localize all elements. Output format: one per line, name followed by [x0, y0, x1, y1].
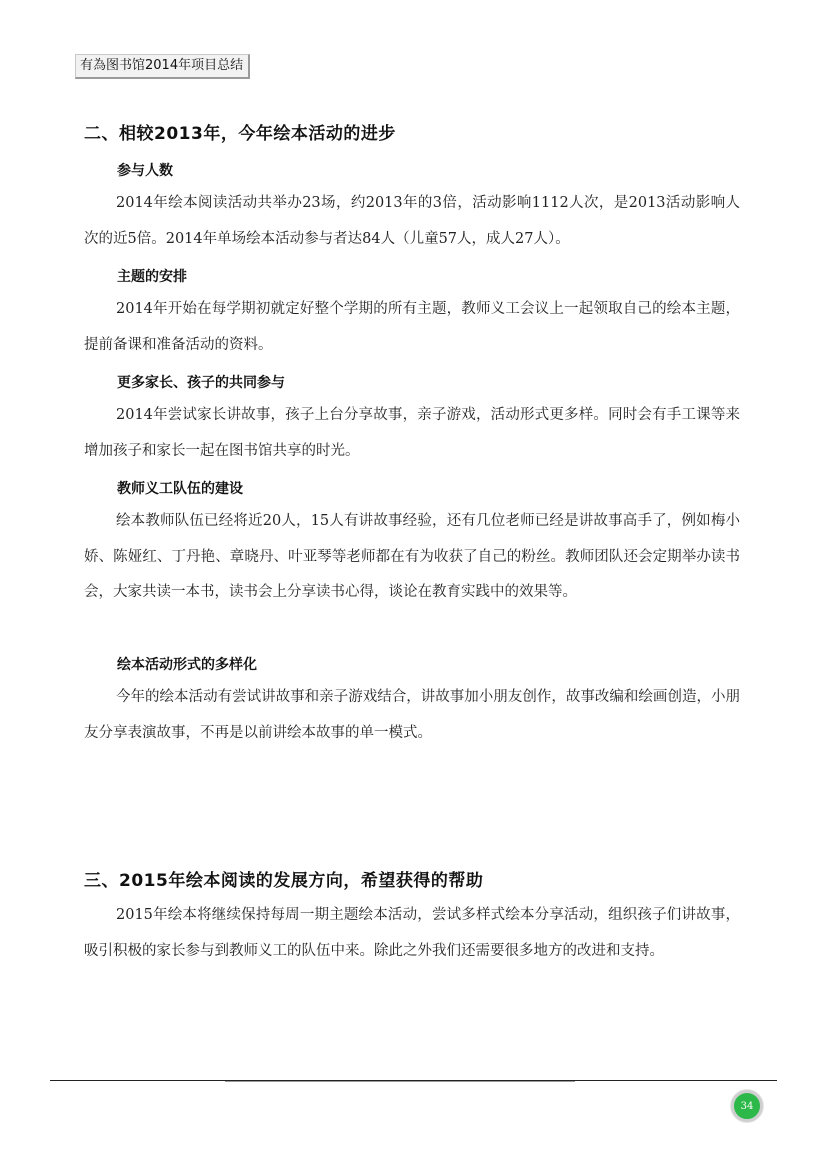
footer-divider-shadow — [225, 1081, 575, 1082]
subsection-heading-themes: 主题的安排 — [117, 269, 187, 285]
paragraph-parent-participation: 2014年尝试家长讲故事，孩子上台分享故事，亲子游戏，活动形式更多样。同时会有手工课等来增加孩子和家长一起在图书馆共享的时光。 — [84, 407, 740, 459]
page-number-badge — [731, 1090, 763, 1122]
document-header-tab: 有為图书馆2014年项目总结 — [75, 54, 250, 79]
subsection-heading-activity-formats: 绘本活动形式的多样化 — [117, 657, 257, 673]
subsection-heading-volunteer-team: 教师义工队伍的建设 — [117, 481, 243, 497]
paragraph-2015-direction: 2015年绘本将继续保持每周一期主题绘本活动，尝试多样式绘本分享活动，组织孩子们讲故事，吸引积极的家长参与到教师义工的队伍中来。除此之外我们还需要很多地方的改进和支持。 — [84, 907, 740, 959]
paragraph-volunteer-team: 绘本教师队伍已经将近20人，15人有讲故事经验，还有几位老师已经是讲故事高手了，例如梅小娇、陈娅红、丁丹艳、章晓丹、叶亚琴等老师都在有为收获了自己的粉丝。教师团队还会定期举办读书会，大家共读一本书，读书会上分享读书心得，谈论在教育实践中的效果等。 — [84, 513, 740, 600]
page-number: 34 — [740, 1100, 754, 1112]
section-2-title: 二、相较2013年，今年绘本活动的进步 — [84, 124, 396, 144]
subsection-heading-participants: 参与人数 — [117, 163, 173, 179]
paragraph-participants: 2014年绘本阅读活动共举办23场，约2013年的3倍，活动影响1112人次，是2013活动影响人次的近5倍。2014年单场绘本活动参与者达84人（儿童57人，成人27人）。 — [84, 195, 740, 247]
section-3-title: 三、2015年绘本阅读的发展方向，希望获得的帮助 — [84, 871, 484, 891]
paragraph-themes: 2014年开始在每学期初就定好整个学期的所有主题，教师义工会议上一起领取自己的绘本主题，提前备课和准备活动的资料。 — [84, 301, 740, 353]
paragraph-activity-formats: 今年的绘本活动有尝试讲故事和亲子游戏结合，讲故事加小朋友创作，故事改编和绘画创造，小朋友分享表演故事，不再是以前讲绘本故事的单一模式。 — [84, 689, 740, 741]
subsection-heading-parent-participation: 更多家长、孩子的共同参与 — [117, 375, 285, 391]
